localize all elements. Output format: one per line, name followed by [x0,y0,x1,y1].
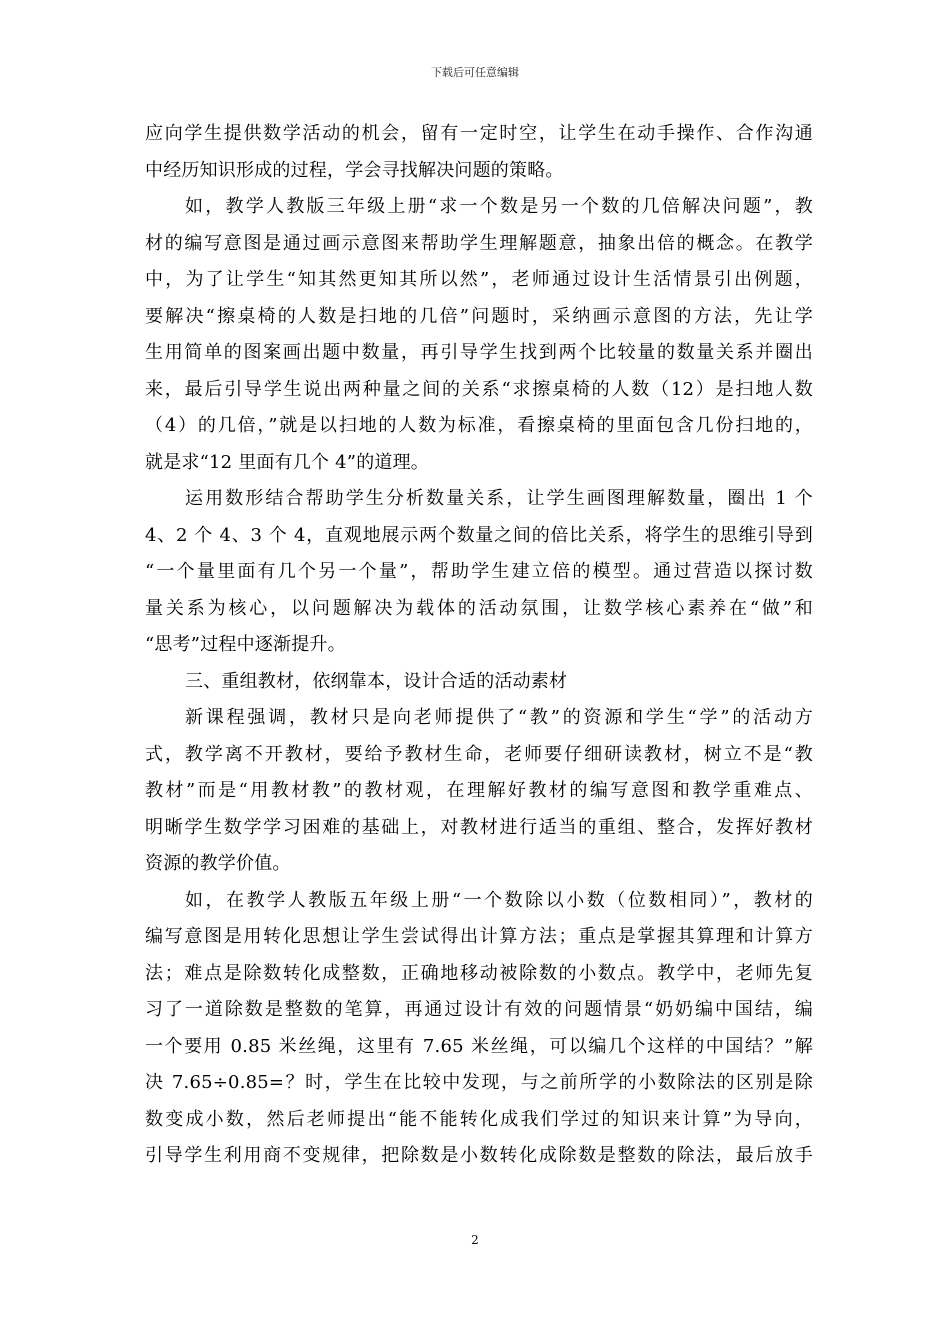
text-line: 中，为了让学生“知其然更知其所以然”，老师通过设计生活情景引出例题， [145,269,813,290]
text-line: 新课程强调，教材只是向老师提供了“教”的资源和学生“学”的活动方 [185,707,813,728]
body-text [145,116,813,1175]
text-line: 习了一道除数是整数的笔算，再通过设计有效的问题情景“奶奶编中国结，编 [145,999,813,1020]
text-line: 要解决“擦桌椅的人数是扫地的几倍”问题时，采纳画示意图的方法，先让学 [145,305,813,327]
text-line: 材的编写意图是通过画示意图来帮助学生理解题意，抽象出倍的概念。在教学 [145,232,813,254]
text-line: 4、2 个 4、3 个 4，直观地展示两个数量之间的倍比关系，将学生的思维引导到 [145,524,813,546]
text-line: 资源的教学价值。 [145,853,291,874]
text-line: 引导学生利用商不变规律，把除数是小数转化成除数是整数的除法，最后放手 [145,1145,813,1166]
header-text: 下载后可任意编辑 [431,66,519,79]
text-line: 生用简单的图案画出题中数量，再引导学生找到两个比较量的数量关系并圈出 [145,342,813,363]
text-line: 数变成小数，然后老师提出“能不能转化成我们学过的知识来计算”为导向， [145,1108,813,1130]
text-line: 运用数形结合帮助学生分析数量关系，让学生画图理解数量，圈出 1 个 [185,488,813,509]
page-content [145,116,813,1175]
text-line: 式，教学离不开教材，要给予教材生命，老师要仔细研读教材，树立不是“教 [145,743,813,765]
text-line: “一个量里面有几个另一个量”，帮助学生建立倍的模型。通过营造以探讨数 [145,561,813,582]
text-line: 编写意图是用转化思想让学生尝试得出计算方法；重点是掌握其算理和计算方 [145,926,813,947]
text-line: 应向学生提供数学活动的机会，留有一定时空，让学生在动手操作、合作沟通 [145,123,813,144]
text-line: “思考”过程中逐渐提升。 [145,634,346,655]
text-line: （4）的几倍，”就是以扫地的人数为标准，看擦桌椅的里面包含几份扫地的， [145,415,813,436]
text-line: 法；难点是除数转化成整数，正确地移动被除数的小数点。教学中，老师先复 [145,962,813,984]
page-header [0,66,950,80]
text-line: 如，教学人教版三年级上册“求一个数是另一个数的几倍解决问题”，教 [185,196,813,217]
page-number: 2 [471,1233,479,1247]
text-line: 明晰学生数学学习困难的基础上，对教材进行适当的重组、整合，发挥好教材 [145,816,813,838]
text-line: 中经历知识形成的过程，学会寻找解决问题的策略。 [145,159,564,181]
text-line: 来，最后引导学生说出两种量之间的关系“求擦桌椅的人数（12）是扫地人数 [145,378,813,400]
text-line: 一个要用 0.85 米丝绳，这里有 7.65 米丝绳，可以编几个这样的中国结？”解 [145,1035,813,1057]
text-line: 决 7.65÷0.85=？时，学生在比较中发现，与之前所学的小数除法的区别是除 [145,1072,813,1093]
text-line: 如，在教学人教版五年级上册“一个数除以小数（位数相同）”，教材的 [185,889,813,911]
text-line: 教材”而是“用教材教”的教材观，在理解好教材的编写意图和教学重难点、 [145,780,813,801]
text-line: 量关系为核心，以问题解决为载体的活动氛围，让数学核心素养在“做”和 [145,597,813,619]
page-footer [0,1232,950,1248]
text-line: 三、重组教材，依纲靠本，设计合适的活动素材 [185,670,568,692]
text-line: 就是求“12 里面有几个 4”的道理。 [145,451,430,473]
